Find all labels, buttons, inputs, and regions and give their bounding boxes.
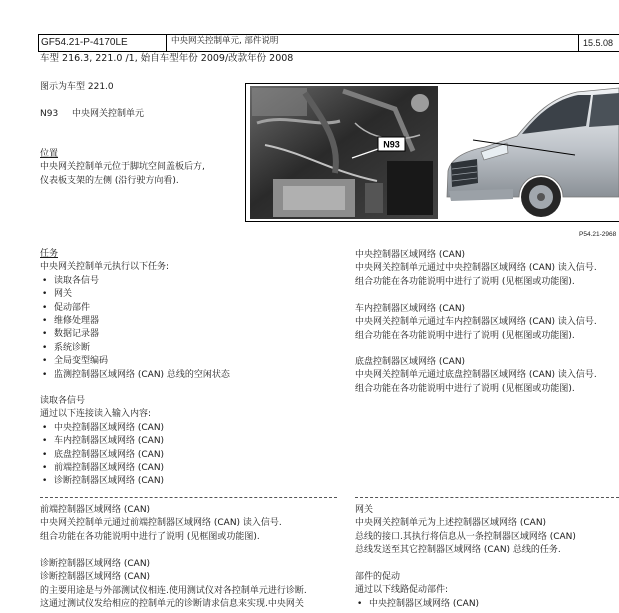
read-signals-section bbox=[40, 395, 340, 489]
input-list-item: • 底盘控制器区域网络 (CAN) bbox=[40, 449, 340, 462]
task-list-item: • 促动部件 bbox=[40, 302, 340, 315]
n93-callout-label: N93 bbox=[383, 139, 400, 150]
gateway-text-line: 中央网关控制单元为上述控制器区域网络 (CAN) bbox=[355, 518, 547, 529]
central-can-heading: 中央控制器区域网络 (CAN) bbox=[355, 250, 466, 260]
tasks-intro: 中央网关控制单元执行以下任务: bbox=[40, 262, 170, 273]
front-can-text-line: 中央网关控制单元通过前端控制器区域网络 (CAN) 读入信号. bbox=[40, 518, 282, 529]
interior-can-text-line: 中央网关控制单元通过车内控制器区域网络 (CAN) 读入信号. bbox=[355, 317, 597, 328]
interior-can-section bbox=[355, 303, 617, 343]
task-list-item: • 全局变型编码 bbox=[40, 355, 340, 368]
actuation-section bbox=[355, 571, 617, 611]
section-divider-left bbox=[40, 497, 337, 498]
location-heading: 位置 bbox=[40, 149, 59, 159]
legend-code: N93 bbox=[40, 109, 59, 119]
front-can-section bbox=[40, 504, 340, 544]
figure-caption: P54.21-2968 bbox=[579, 231, 617, 238]
tasks-section bbox=[40, 248, 340, 382]
read-signals-heading: 读取各信号 bbox=[40, 396, 86, 406]
gateway-text-line: 总线发送至其它控制器区域网络 (CAN) 总线的任务. bbox=[355, 545, 561, 556]
document-date: 15.5.08 bbox=[583, 38, 614, 48]
input-list-item: • 前端控制器区域网络 (CAN) bbox=[40, 462, 340, 475]
task-list-item: • 维修处理器 bbox=[40, 315, 340, 328]
front-can-heading: 前端控制器区域网络 (CAN) bbox=[40, 505, 151, 515]
read-signals-intro: 通过以下连接读入输入内容: bbox=[40, 409, 152, 420]
central-can-text-line: 组合功能在各功能说明中进行了说明 (见框图或功能图). bbox=[355, 276, 575, 287]
chassis-can-text-line: 组合功能在各功能说明中进行了说明 (见框图或功能图). bbox=[355, 383, 575, 394]
tasks-heading: 任务 bbox=[40, 249, 59, 259]
gateway-heading: 网关 bbox=[355, 505, 374, 515]
diagnostic-can-text-line: 诊断控制器区域网络 (CAN) bbox=[40, 572, 151, 583]
task-list-item: • 系统诊断 bbox=[40, 342, 340, 355]
model-applicability: 车型 216.3, 221.0 /1, 始自车型年份 2009/改款年份 2008 bbox=[40, 53, 294, 64]
gateway-text-line: 总线的接口.其执行将信息从一条控制器区域网络 (CAN) bbox=[355, 531, 576, 542]
input-list-item: • 诊断控制器区域网络 (CAN) bbox=[40, 475, 340, 488]
gateway-section bbox=[355, 504, 617, 558]
figure-caption-container bbox=[579, 230, 619, 240]
interior-can-text-line: 组合功能在各功能说明中进行了说明 (见框图或功能图). bbox=[355, 330, 575, 341]
engine-bay-photo bbox=[250, 86, 438, 219]
central-can-section bbox=[355, 249, 617, 289]
input-list-item: • 中央控制器区域网络 (CAN) bbox=[40, 422, 340, 435]
legend-description: 中央网关控制单元 bbox=[72, 109, 145, 119]
section-divider-right bbox=[355, 497, 619, 498]
task-list-item: • 监测控制器区域网络 (CAN) 总线的空闲状态 bbox=[40, 369, 340, 382]
document-title: 中央网关控制单元, 部件说明 bbox=[167, 35, 579, 51]
location-text-line: 仪表板支架的左侧 (沿行驶方向看). bbox=[40, 175, 179, 186]
central-can-text-line: 中央网关控制单元通过中央控制器区域网络 (CAN) 读入信号. bbox=[355, 263, 597, 274]
chassis-can-text-line: 中央网关控制单元通过底盘控制器区域网络 (CAN) 读入信号. bbox=[355, 370, 597, 381]
figure-note: 图示为车型 221.0 bbox=[40, 82, 114, 92]
task-list-item: • 网关 bbox=[40, 288, 340, 301]
task-list-item: • 数据记录器 bbox=[40, 328, 340, 341]
front-can-text-line: 组合功能在各功能说明中进行了说明 (见框图或功能图). bbox=[40, 531, 260, 542]
diagnostic-can-section bbox=[40, 558, 340, 612]
actuation-intro: 通过以下线路促动部件: bbox=[355, 585, 449, 596]
chassis-can-heading: 底盘控制器区域网络 (CAN) bbox=[355, 357, 466, 367]
diagnostic-can-heading: 诊断控制器区域网络 (CAN) bbox=[40, 559, 151, 569]
document-header bbox=[38, 34, 619, 52]
component-location-figure bbox=[245, 83, 619, 222]
chassis-can-section bbox=[355, 356, 617, 396]
diagnostic-can-text-line: 的主要用途是与外部测试仪相连.使用测试仪对各控制单元进行诊断. bbox=[40, 585, 307, 596]
location-text-line: 中央网关控制单元位于脚坑空间盖板后方, bbox=[40, 162, 205, 173]
actuation-heading: 部件的促动 bbox=[355, 572, 401, 582]
actuation-list-item: • 中央控制器区域网络 (CAN) bbox=[355, 598, 617, 611]
task-list-item: • 读取各信号 bbox=[40, 275, 340, 288]
input-list-item: • 车内控制器区域网络 (CAN) bbox=[40, 435, 340, 448]
diagnostic-can-text-line: 这通过测试仪发给相应的控制单元的诊断请求信息来实现.中央网关 bbox=[40, 599, 304, 610]
document-id: GF54.21-P-4170LE bbox=[39, 35, 167, 51]
interior-can-heading: 车内控制器区域网络 (CAN) bbox=[355, 304, 466, 314]
